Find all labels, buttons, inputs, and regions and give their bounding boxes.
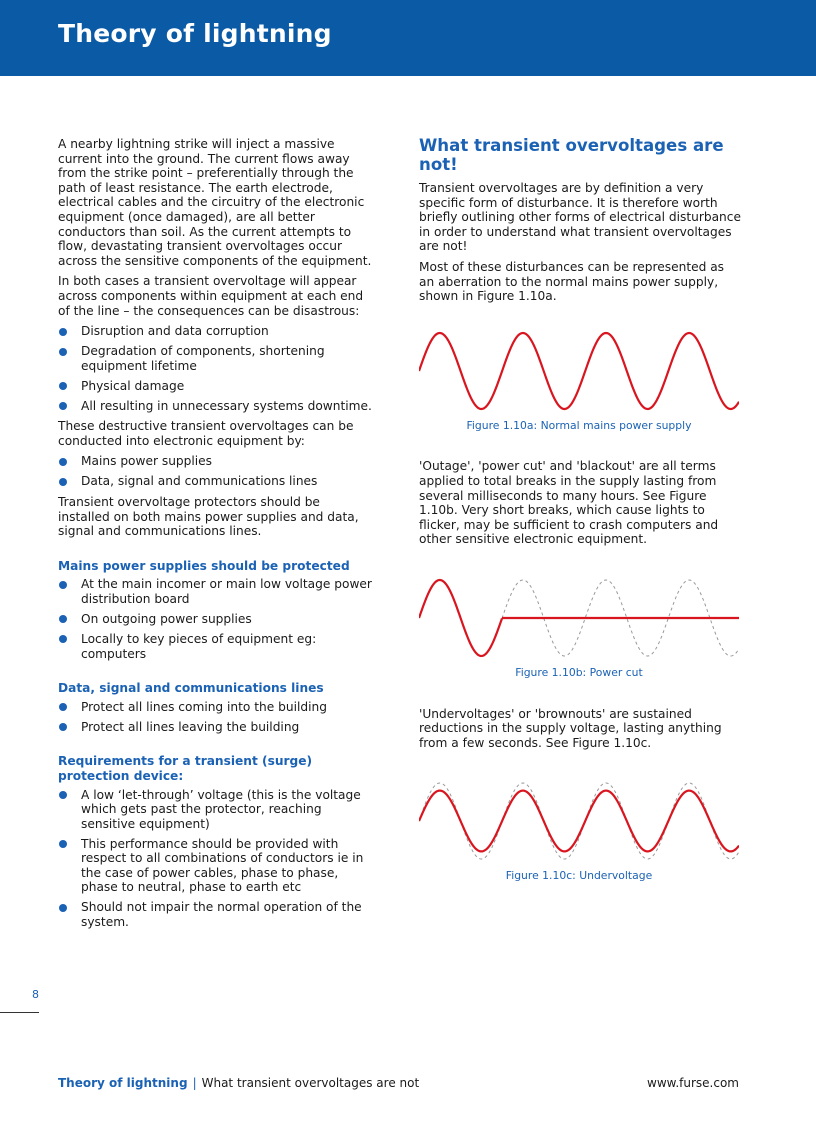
subheading-data-lines: Data, signal and communications lines [58, 681, 324, 696]
list-item: Physical damage [58, 379, 372, 394]
list-item: Data, signal and communications lines [58, 474, 372, 489]
figure-power-cut [419, 573, 739, 681]
list-item: This performance should be provided with respect to all combinations of conductors ie in the case of power cables, phase to phase, phase to neutral, phase to earth etc [58, 837, 372, 895]
bullet-list-consequences [58, 324, 372, 413]
figure-normal-supply [419, 326, 739, 434]
list-item: All resulting in unnecessary systems downtime. [58, 399, 372, 414]
list-item: At the main incomer or main low voltage power distribution board [58, 577, 372, 606]
list-item: Disruption and data corruption [58, 324, 372, 339]
paragraph: These destructive transient overvoltages can be conducted into electronic equipment by: [58, 419, 354, 448]
paragraph: A nearby lightning strike will inject a massive current into the ground. The current flows away from the strike point – preferentially through the path of least resistance. The earth electrode, electrical cables and the circuitry of the electronic equipment (once damaged), are all better conductors than soil. As the current attempts to flow, devastating transient overvoltages occur across the sensitive components of the equipment. [58, 137, 372, 268]
page-number-rule [0, 1012, 39, 1013]
header-banner [0, 0, 816, 76]
page-number: 8 [32, 988, 39, 1001]
paragraph: 'Outage', 'power cut' and 'blackout' are all terms applied to total breaks in the supply lasting from several milliseconds to many hours. See Figure 1.10b. Very short breaks, which cause lights to flicker, may be sufficient to crash computers and other sensitive electronic equipment. [419, 459, 719, 547]
normal-sine-wave [419, 333, 739, 409]
paragraph: Most of these disturbances can be represented as an aberration to the normal mains power supply, shown in Figure 1.10a. [419, 259, 725, 304]
figure-caption: Figure 1.10b: Power cut [515, 665, 643, 679]
list-item: A low ‘let-through’ voltage (this is the voltage which gets past the protector, reaching sensitive equipment) [58, 788, 372, 832]
list-item: Degradation of components, shortening equipment lifetime [58, 344, 372, 373]
bullet-list-requirements [58, 788, 372, 930]
footer-section: What transient overvoltages are not [201, 1076, 420, 1090]
bullet-list-mains [58, 577, 372, 661]
list-item: Locally to key pieces of equipment eg: computers [58, 632, 372, 661]
reduced-sine-wave [419, 791, 739, 852]
bullet-list-data-lines [58, 700, 372, 735]
paragraph: Transient overvoltages are by definition a very specific form of disturbance. It is therefore worth briefly outlining other forms of electrical disturbance in order to understand what transient overvoltages are not! [419, 181, 741, 254]
paragraph: In both cases a transient overvoltage will appear across components within equipment at each end of the line – the consequences can be disastrous: [58, 274, 364, 318]
left-column [58, 137, 372, 936]
footer-brand: Theory of lightning [58, 1076, 188, 1090]
pre-cut-sine-wave [419, 580, 502, 656]
footer-url: www.furse.com [647, 1076, 739, 1090]
bullet-list-paths [58, 454, 372, 489]
figure-caption: Figure 1.10c: Undervoltage [505, 869, 653, 883]
nominal-dashed-wave [419, 783, 739, 859]
figure-undervoltage [419, 776, 739, 884]
figure-caption: Figure 1.10a: Normal mains power supply [466, 418, 692, 432]
list-item: Protect all lines leaving the building [58, 720, 372, 735]
list-item: Should not impair the normal operation of the system. [58, 900, 372, 929]
paragraph: 'Undervoltages' or 'brownouts' are sustained reductions in the supply voltage, lasting anything from a few seconds. See Figure 1.10c. [419, 706, 722, 750]
section-heading: What transient overvoltages are not! [419, 136, 724, 174]
list-item: Mains power supplies [58, 454, 372, 469]
list-item: On outgoing power supplies [58, 612, 372, 627]
right-column [419, 137, 741, 884]
list-item: Protect all lines coming into the building [58, 700, 372, 715]
paragraph: Transient overvoltage protectors should be installed on both mains power supplies and data, signal and communications lines. [58, 495, 359, 539]
subheading-mains: Mains power supplies should be protected [58, 558, 350, 573]
footer-section-label [58, 1076, 419, 1090]
footer-separator: | [192, 1076, 197, 1090]
subheading-requirements: Requirements for a transient (surge) protection device: [58, 754, 313, 783]
page-title: Theory of lightning [58, 19, 332, 48]
